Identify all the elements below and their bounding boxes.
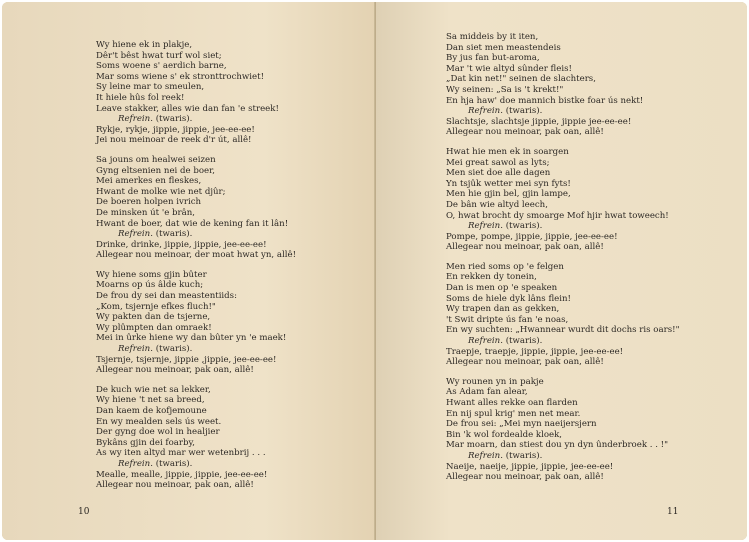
refrain-line: Mealle, mealle, jippie, jippie, jee-ee-ee! [96,469,268,480]
verse-line: Wy seinen: „Sa is 't krekt!" [446,84,564,95]
verse-line: Sa jouns om healwei seizen [96,154,216,165]
verse-line: Moarns op ús âlde kuch; [96,280,204,291]
verse-line: Yn tsjûk wetter mei syn fyts! [446,178,571,189]
right-page-text [446,32,744,492]
verse-line: Mar soms wiene s' ek stronttrochwiet! [96,71,265,82]
stanza [446,377,744,483]
refrain-heading [96,229,372,240]
verse-line: De frou sei: „Mei myn naeijersjern [446,419,597,430]
refrain-note: (twaris). [155,114,193,125]
stanza [96,155,372,261]
left-page-text [96,40,372,500]
refrain-line: Tsjernje, tsjernje, jippie ,jippie, jee-ee-ee! [96,354,277,365]
refrain-line: Allegear nou meinoar, pak oan, allê! [446,127,604,138]
left-page [2,2,376,540]
refrain-line: Naeije, naeije, jippie, jippie, jee-ee-ee! [446,461,614,472]
refrain-heading [446,336,744,347]
verse-line: O, hwat brocht dy smoarge Mof hjir hwat toweech! [446,210,669,221]
stanza [96,270,372,376]
refrain-line: Allegear nou meinoar, pak oan, allê! [446,242,604,253]
refrain-label: Refrein. [468,106,503,117]
verse-line: De frou dy sei dan meastentiids: [96,291,237,302]
verse-line: Men ried soms op 'e felgen [446,261,564,272]
verse-line: Sy leine mar to smeulen, [96,82,205,93]
verse-line: Mei amerkes en fleskes, [96,176,202,187]
stanza [96,385,372,491]
verse-line: Wy hiene ek in plakje, [96,40,193,50]
verse-line: Dan siet men meastendeis [446,42,561,53]
verse-line: Dan kaem de kofjemoune [96,406,207,416]
refrain-heading [446,106,744,117]
verse-line: Hwant de molke wie net djûr; [96,186,226,197]
verse-line: Hwat hie men ek in soargen [446,146,569,157]
verse-line: Leave stakker, alles wie dan fan 'e streek! [96,103,279,114]
verse-line: „Dat kin net!" seinen de slachters, [446,74,596,85]
refrain-note: (twaris). [505,221,543,232]
verse-line: En wy mealden sels ús weet. [96,416,222,427]
verse-line: As wy iten altyd mar wer wetenbrij . . . [96,448,266,459]
refrain-heading [446,451,744,462]
verse-line: De boeren holpen ivrich [96,197,202,208]
verse-line: Mar 't wie altyd sûnder fleis! [446,63,572,74]
page-number-right: 11 [667,507,679,517]
verse-line: 't Swit dripte ús fan 'e noas, [446,314,569,325]
refrain-note: (twaris). [155,229,193,240]
verse-line: It hiele hûs fol reek! [96,92,185,103]
verse-line: As Adam fan alear, [446,387,528,398]
verse-line: Wy hiene soms gjin bûter [96,269,207,280]
refrain-label: Refrein. [118,229,153,240]
refrain-label: Refrein. [118,458,153,469]
verse-line: Mar moarn, dan stiest dou yn dyn ûnderbroek . . !" [446,440,669,451]
open-booklet [2,2,747,540]
refrain-line: Drinke, drinke, jippie, jippie, jee-ee-ee! [96,239,267,250]
refrain-line: Allegear nou meinoar, pak oan, allê! [446,357,604,368]
refrain-note: (twaris). [505,450,543,461]
verse-line: Gyng eltsenien nei de boer, [96,165,215,176]
refrain-heading [96,459,372,470]
refrain-label: Refrein. [118,344,153,355]
verse-line: „Kom, tsjernje efkes fluch!" [96,301,216,312]
verse-line: Sa middeis by it iten, [446,32,539,42]
verse-line: En rekken dy tonein, [446,272,537,283]
verse-line: Hwant de boer, dat wie de kening fan it lân! [96,218,289,229]
verse-line: En wy suchten: „Hwannear wurdt dit dochs ris oars!" [446,325,680,336]
refrain-line: Allegear nou meinoar, der moat hwat yn, allê! [96,250,297,261]
refrain-note: (twaris). [155,344,193,355]
stanza [96,40,372,146]
verse-line: By jus fan but-aroma, [446,53,540,64]
refrain-label: Refrein. [118,114,153,125]
verse-line: Mei great sawol as lyts; [446,157,550,168]
refrain-line: Slachtsje, slachtsje jippie, jippie jee-ee-ee! [446,116,632,127]
refrain-heading [446,221,744,232]
verse-line: En hja haw' doe mannich bistke foar ús nekt! [446,95,644,106]
verse-line: De bân wie altyd leech, [446,199,548,210]
refrain-heading [96,114,372,125]
stanza [446,147,744,253]
verse-line: De minsken út 'e brân, [96,207,196,218]
refrain-line: Traepje, traepje, jippie, jippie, jee-ee-ee! [446,346,624,357]
verse-line: En nij spul krig' men net mear. [446,408,581,419]
stanza [446,262,744,368]
verse-line: Bin 'k wol fordealde kloek, [446,429,563,440]
verse-line: Wy pakten dan de tsjerne, [96,312,211,323]
refrain-label: Refrein. [468,336,503,347]
verse-line: Bykâns gjin dei foarby, [96,437,195,448]
verse-line: Wy trapen dan as gekken, [446,304,560,315]
verse-line: Soms woene s' aerdich barne, [96,61,227,72]
verse-line: Wy plûmpten dan omraek! [96,322,212,333]
verse-line: Men siet doe alle dagen [446,168,551,179]
refrain-line: Pompe, pompe, jippie, jippie, jee-ee-ee! [446,231,618,242]
verse-line: Wy rounen yn in pakje [446,376,544,387]
right-page [376,2,747,540]
refrain-note: (twaris). [505,336,543,347]
verse-line: Men hie gjin bel, gjin lampe, [446,189,571,200]
page-number-left: 10 [78,507,90,517]
refrain-line: Jei nou meinoar de reek d'r út, allê! [96,135,252,146]
verse-line: De kuch wie net sa lekker, [96,384,211,395]
refrain-line: Rykje, rykje, jippie, jippie, jee-ee-ee! [96,124,255,135]
verse-line: Hwant alles rekke oan flarden [446,398,578,408]
verse-line: Wy hiene 't net sa breed, [96,395,205,406]
refrain-line: Allegear nou meinoar, pak oan, allê! [446,472,604,483]
refrain-label: Refrein. [468,221,503,232]
refrain-note: (twaris). [505,106,543,117]
verse-line: Dan is men op 'e speaken [446,283,558,294]
refrain-line: Allegear nou meinoar, pak oan, allê! [96,480,254,491]
verse-line: Mei in ûrke hiene wy dan bûter yn 'e maek! [96,333,287,344]
refrain-label: Refrein. [468,450,503,461]
verse-line: Der gyng doe wol in healjier [96,427,220,438]
verse-line: Dêr't bêst hwat turf wol siet; [96,50,222,61]
verse-line: Soms de hiele dyk lâns flein! [446,293,572,304]
refrain-note: (twaris). [155,458,193,469]
stanza [446,32,744,138]
refrain-heading [96,344,372,355]
refrain-line: Allegear nou meinoar, pak oan, allê! [96,365,254,376]
